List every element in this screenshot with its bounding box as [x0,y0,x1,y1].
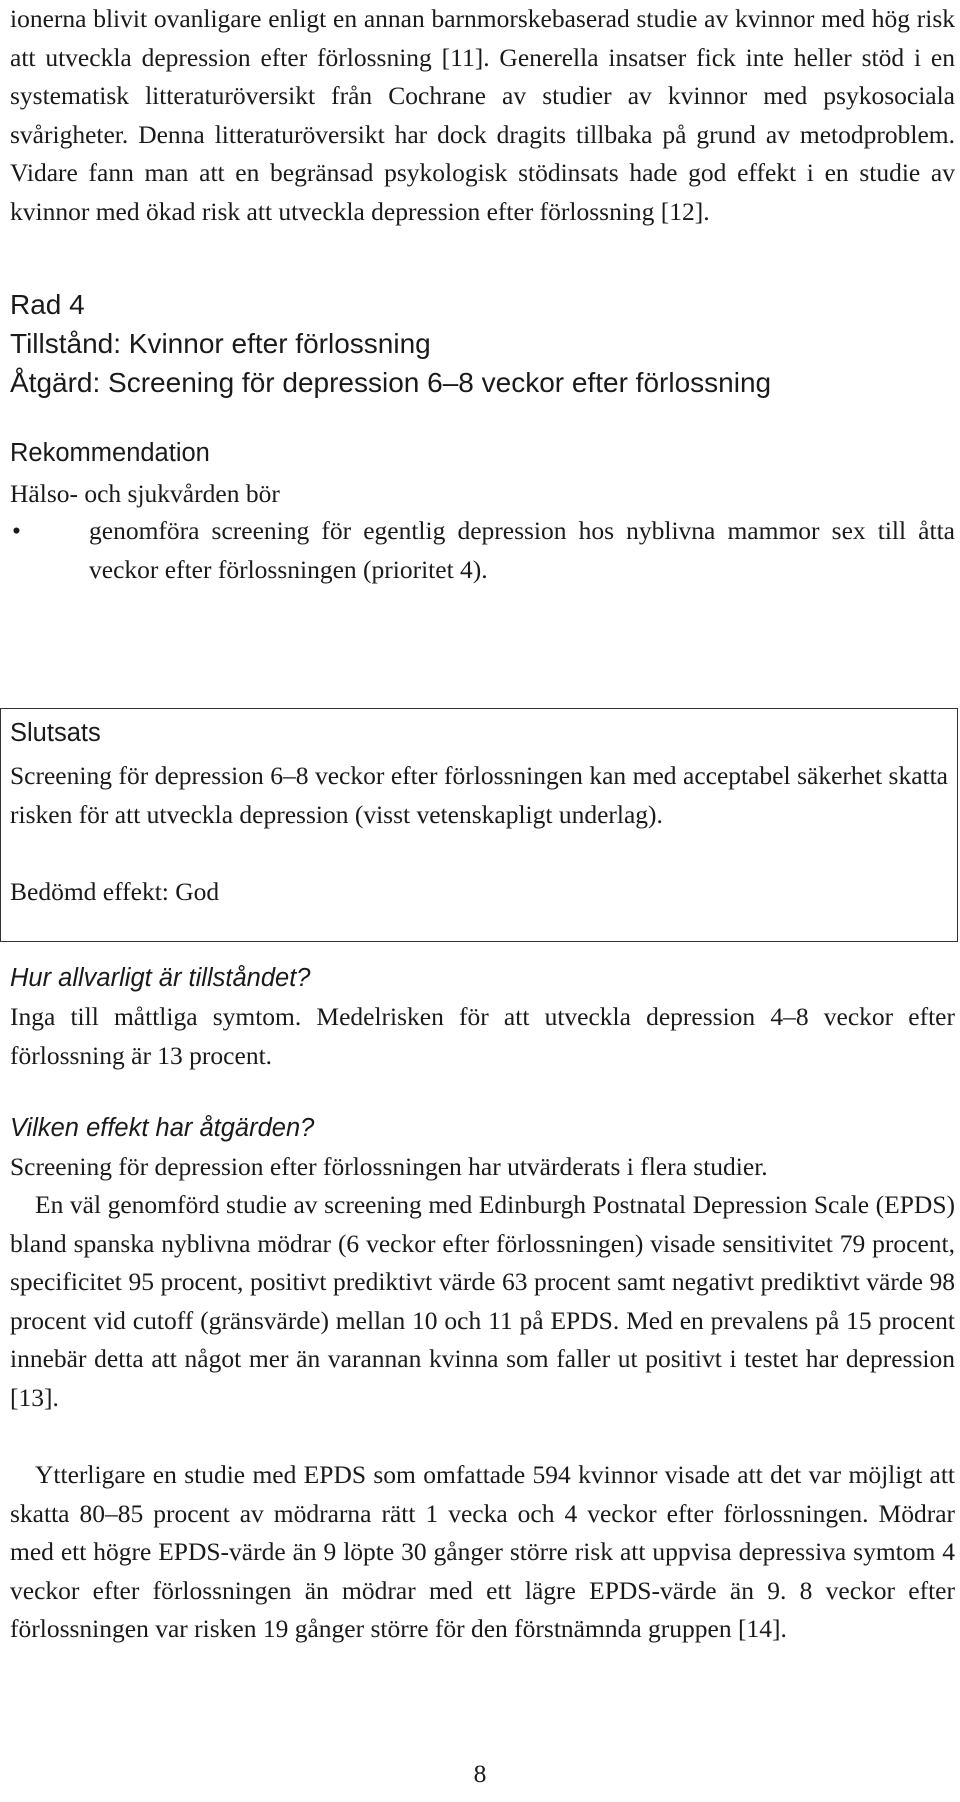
condition-heading: Tillstånd: Kvinnor efter förlossning [10,328,431,359]
recommendation-intro: Hälso- och sjukvården bör [10,479,280,508]
conclusion-heading: Slutsats [10,719,101,747]
effect-paragraph-1: Screening för depression efter förlossningen har utvärderats i flera studier. [10,1152,768,1181]
effect-heading: Vilken effekt har åtgärden? [10,1114,315,1142]
severity-heading: Hur allvarligt är tillståndet? [10,964,311,992]
effect-paragraph-3: Ytterligare en studie med EPDS som omfattade 594 kvinnor visade att det var möjligt att skatta 80–85 procent av mödrarna rätt 1 vecka och 4 veckor efter förlossningen. Mödrar med ett högre EPDS-värde än 9 löpte 30 gånger större risk att uppvisa depressiva symtom 4 veckor efter förlossningen än mödrar med ett lägre EPDS-värde än 9. 8 veckor efter förlossningen var risken 19 gånger större för den förstnämnda gruppen [14]. [10,1460,955,1643]
conclusion-text: Screening för depression 6–8 veckor efter förlossningen kan med acceptabel säkerhet skatta risken för att utveckla depression (visst vetenskapligt underlag). [10,761,948,829]
page-number: 8 [473,1759,487,1788]
recommendation-heading: Rekommendation [10,439,210,467]
recommendation-bullet-text: genomföra screening för egentlig depression hos nyblivna mammor sex till åtta veckor efter förlossningen (prioritet 4). [89,516,955,584]
conclusion-box [0,708,958,942]
row-title: Rad 4 [10,289,85,320]
intro-paragraph: ionerna blivit ovanligare enligt en annan barnmorskebaserad studie av kvinnor med hög risk att utveckla depression efter förlossning [11]. Generella insatser fick inte heller stöd i en systematisk litteraturöversikt från Cochrane av studier av kvinnor med psykosociala svårigheter. Denna litteraturöversikt har dock dragits tillbaka på grund av metodproblem. Vidare fann man att en begränsad psykologisk stödinsats hade god effekt i en studie av kvinnor med ökad risk att utveckla depression efter förlossning [12]. [10,4,955,226]
action-heading: Åtgärd: Screening för depression 6–8 veckor efter förlossning [10,367,772,398]
bullet-icon: • [12,516,21,545]
conclusion-effect: Bedömd effekt: God [10,877,220,906]
effect-paragraph-2: En väl genomförd studie av screening med Edinburgh Postnatal Depression Scale (EPDS) bland spanska nyblivna mödrar (6 veckor efter förlossningen) visade sensitivitet 79 procent, specificitet 95 procent, positivt prediktivt värde 63 procent samt negativt prediktivt värde 98 procent vid cutoff (gränsvärde) mellan 10 och 11 på EPDS. Med en prevalens på 15 procent innebär detta att något mer än varannan kvinna som faller ut positivt i testet har depression [13]. [10,1190,955,1412]
severity-text: Inga till måttliga symtom. Medelrisken för att utveckla depression 4–8 veckor efter förlossning är 13 procent. [10,1002,955,1070]
